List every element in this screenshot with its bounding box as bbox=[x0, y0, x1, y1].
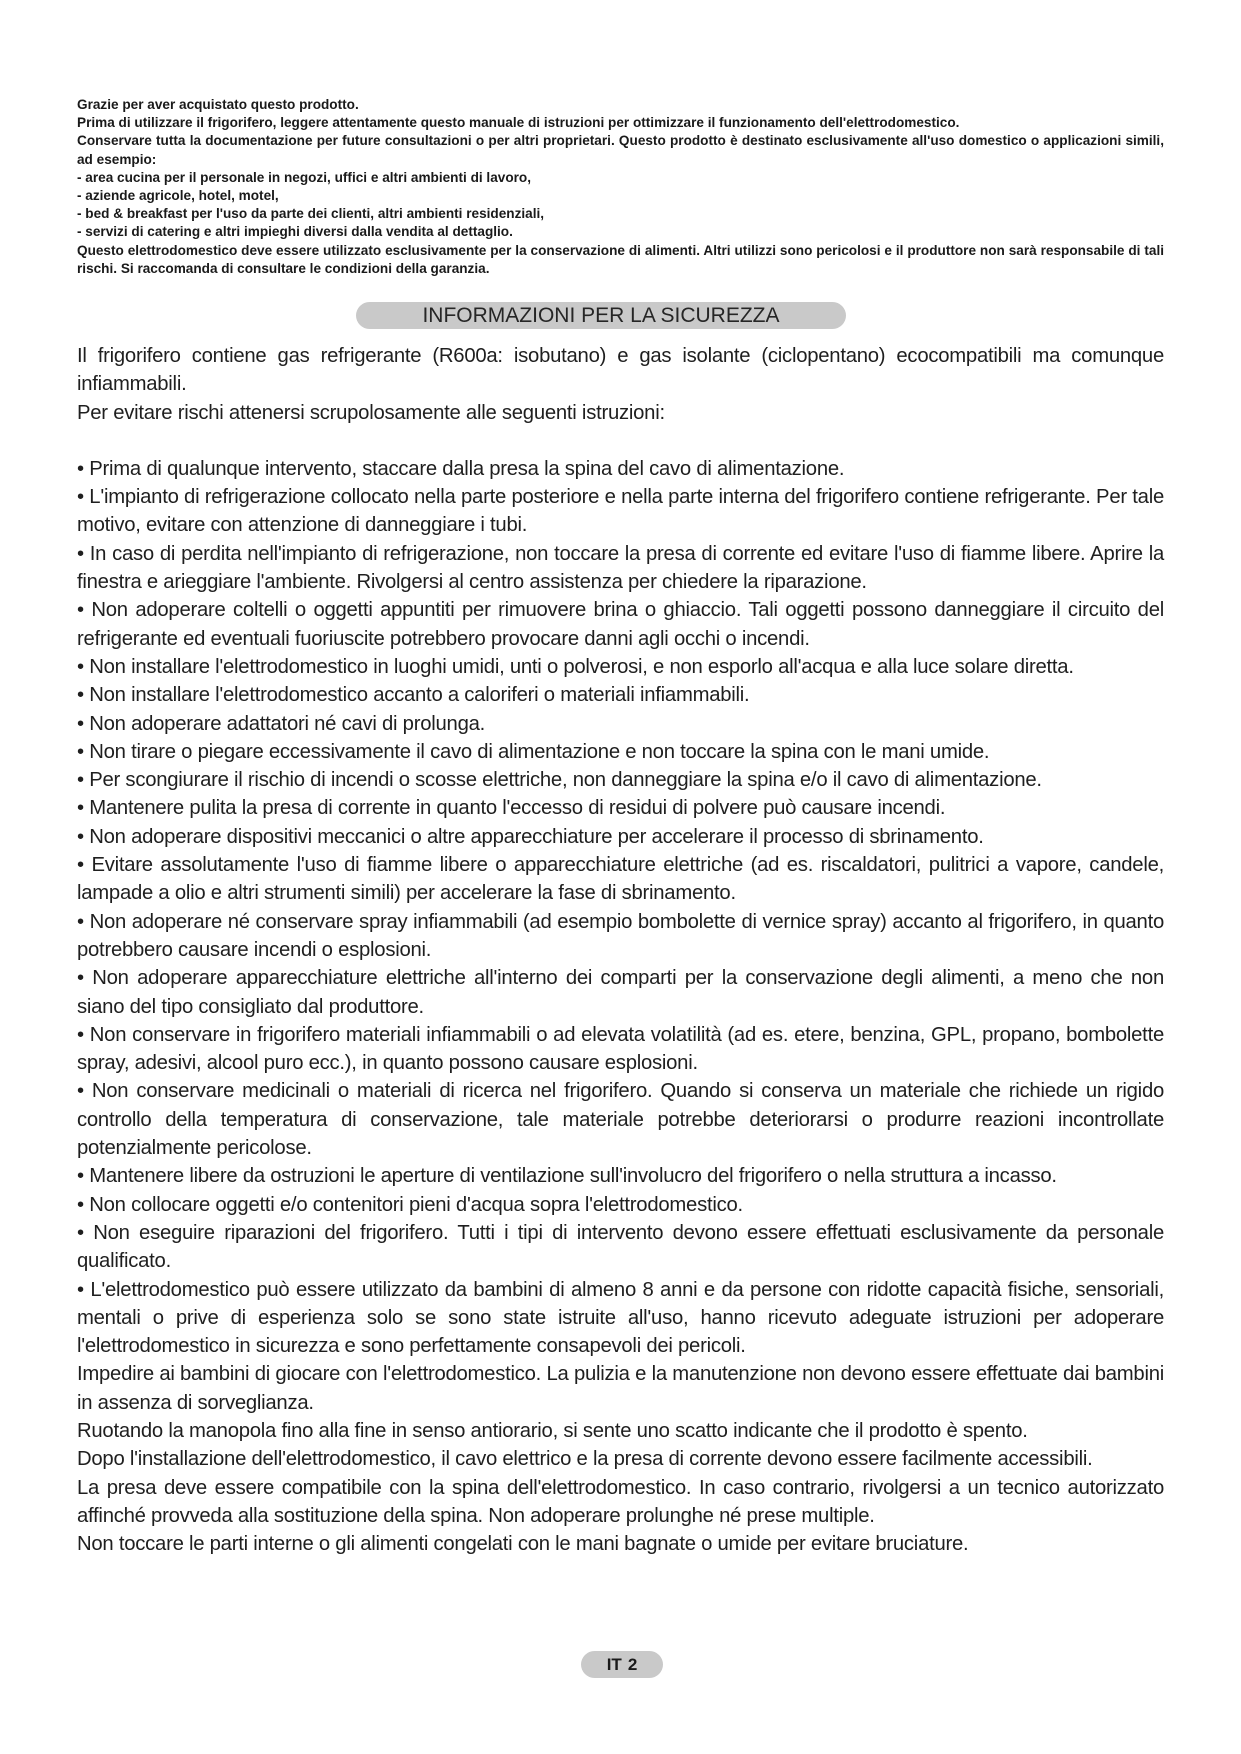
safety-item: • Evitare assolutamente l'uso di fiamme libere o apparecchiature elettriche (ad es. riscaldatori, pulitrici a vapore, candele, lampade a olio e altri strumenti simili) per accelerare la fase di sbrinamento. bbox=[77, 854, 1164, 905]
lead-paragraph: Per evitare rischi attenersi scrupolosamente alle seguenti istruzioni: bbox=[77, 401, 665, 424]
safety-item: • Non eseguire riparazioni del frigorifero. Tutti i tipi di intervento devono essere effettuati esclusivamente da personale qualificato. bbox=[77, 1221, 1164, 1273]
safety-item: • Non adoperare né conservare spray infiammabili (ad esempio bombolette di vernice spray) accanto al frigorifero, in quanto potrebbero causare incendi o esplosioni. bbox=[77, 910, 1164, 961]
safety-item: • Mantenere libere da ostruzioni le aperture di ventilazione sull'involucro del frigorifero o nella struttura a incasso. bbox=[77, 1165, 1057, 1188]
intro-line: - servizi di catering e altri impieghi diversi dalla vendita al dettaglio. bbox=[77, 224, 513, 240]
safety-item: • Non adoperare dispositivi meccanici o altre apparecchiature per accelerare il processo di sbrinamento. bbox=[77, 825, 984, 848]
safety-item: • Prima di qualunque intervento, staccare dalla presa la spina del cavo di alimentazione. bbox=[77, 457, 845, 480]
intro-line: - area cucina per il personale in negozi, uffici e altri ambienti di lavoro, bbox=[77, 169, 531, 185]
safety-item: • Non adoperare adattatori né cavi di prolunga. bbox=[77, 712, 486, 735]
safety-item: Dopo l'installazione dell'elettrodomestico, il cavo elettrico e la presa di corrente devono essere facilmente accessibili. bbox=[77, 1448, 1093, 1471]
safety-item: • Non collocare oggetti e/o contenitori pieni d'acqua sopra l'elettrodomestico. bbox=[77, 1193, 743, 1216]
safety-item: Non toccare le parti interne o gli alimenti congelati con le mani bagnate o umide per evitare bruciature. bbox=[77, 1533, 969, 1556]
safety-item: • Non adoperare apparecchiature elettriche all'interno dei comparti per la conservazione degli alimenti, a meno che non siano del tipo consigliato dal produttore. bbox=[77, 967, 1164, 1018]
safety-item: • Non conservare in frigorifero materiali infiammabili o ad elevata volatilità (ad es. etere, benzina, GPL, propano, bombolette spray, adesivi, alcool puro ecc.), in quanto possono causare esplosioni. bbox=[77, 1023, 1164, 1075]
safety-item: • Non tirare o piegare eccessivamente il cavo di alimentazione e non toccare la spina con le mani umide. bbox=[77, 740, 990, 763]
safety-item: • L'elettrodomestico può essere utilizzato da bambini di almeno 8 anni e da persone con ridotte capacità fisiche, sensoriali, mentali o prive di esperienza solo se sono state istruite all'uso, hanno ricevuto adeguate istruzioni per adoperare l'elettrodomestico in sicurezza e sono perfettamente consapevoli dei pericoli. bbox=[77, 1278, 1164, 1358]
safety-item: • Non installare l'elettrodomestico accanto a caloriferi o materiali infiammabili. bbox=[77, 684, 750, 707]
intro-line: - bed & breakfast per l'uso da parte dei clienti, altri ambienti residenziali, bbox=[77, 206, 545, 222]
page-number-badge bbox=[581, 1651, 663, 1678]
section-title-banner: INFORMAZIONI PER LA SICUREZZA bbox=[356, 302, 846, 329]
spacer bbox=[77, 427, 1164, 455]
safety-instructions bbox=[77, 342, 1164, 1558]
safety-item: Impedire ai bambini di giocare con l'elettrodomestico. La pulizia e la manutenzione non devono essere effettuate dai bambini in assenza di sorveglianza. bbox=[77, 1363, 1164, 1414]
safety-item: • Non installare l'elettrodomestico in luoghi umidi, unti o polverosi, e non esporlo all'acqua e alla luce solare diretta. bbox=[77, 655, 1074, 678]
safety-item: La presa deve essere compatibile con la spina dell'elettrodomestico. In caso contrario, rivolgersi a un tecnico autorizzato affinché provveda alla sostituzione della spina. Non adoperare prolunghe né prese multiple. bbox=[77, 1476, 1164, 1527]
safety-item: • Per scongiurare il rischio di incendi o scosse elettriche, non danneggiare la spina e/o il cavo di alimentazione. bbox=[77, 769, 1042, 792]
page-number: 2 bbox=[627, 1655, 638, 1674]
intro-line: Grazie per aver acquistato questo prodotto. bbox=[77, 97, 359, 112]
lead-paragraph: Il frigorifero contiene gas refrigerante (R600a: isobutano) e gas isolante (ciclopentano) ecocompatibili ma comunque infiammabili. bbox=[77, 345, 1164, 396]
language-code: IT bbox=[606, 1655, 622, 1674]
intro-line: Conservare tutta la documentazione per future consultazioni o per altri proprietari. Questo prodotto è destinato esclusivamente all'uso domestico o applicazioni simili, ad esempio: bbox=[77, 133, 1164, 167]
safety-item: • Non adoperare coltelli o oggetti appuntiti per rimuovere brina o ghiaccio. Tali oggetti possono danneggiare il circuito del refrigerante ed eventuali fuoriuscite potrebbero provocare danni agli occhi o incendi. bbox=[77, 599, 1164, 650]
intro-line: Questo elettrodomestico deve essere utilizzato esclusivamente per la conservazione di alimenti. Altri utilizzi sono pericolosi e il produttore non sarà responsabile di tali rischi. Si raccomanda di consultare le condizioni della garanzia. bbox=[77, 242, 1164, 276]
intro-line: - aziende agricole, hotel, motel, bbox=[77, 188, 279, 204]
safety-item: • L'impianto di refrigerazione collocato nella parte posteriore e nella parte interna del frigorifero contiene refrigerante. Per tale motivo, evitare con attenzione di danneggiare i tubi. bbox=[77, 486, 1164, 537]
safety-item: • In caso di perdita nell'impianto di refrigerazione, non toccare la presa di corrente ed evitare l'uso di fiamme libere. Aprire la finestra e arieggiare l'ambiente. Rivolgersi al centro assistenza per chiedere la riparazione. bbox=[77, 542, 1164, 594]
safety-item: • Mantenere pulita la presa di corrente in quanto l'eccesso di residui di polvere può causare incendi. bbox=[77, 797, 946, 820]
safety-item: • Non conservare medicinali o materiali di ricerca nel frigorifero. Quando si conserva un materiale che richiede un rigido controllo della temperatura di conservazione, tale materiale potrebbe deteriorarsi o produrre reazioni incontrollate potenzialmente pericolose. bbox=[77, 1080, 1164, 1160]
intro-block bbox=[77, 96, 1164, 278]
intro-line: Prima di utilizzare il frigorifero, leggere attentamente questo manuale di istruzioni per ottimizzare il funzionamento dell'elettrodomestico. bbox=[77, 115, 960, 131]
safety-item: Ruotando la manopola fino alla fine in senso antiorario, si sente uno scatto indicante che il prodotto è spento. bbox=[77, 1419, 1028, 1442]
